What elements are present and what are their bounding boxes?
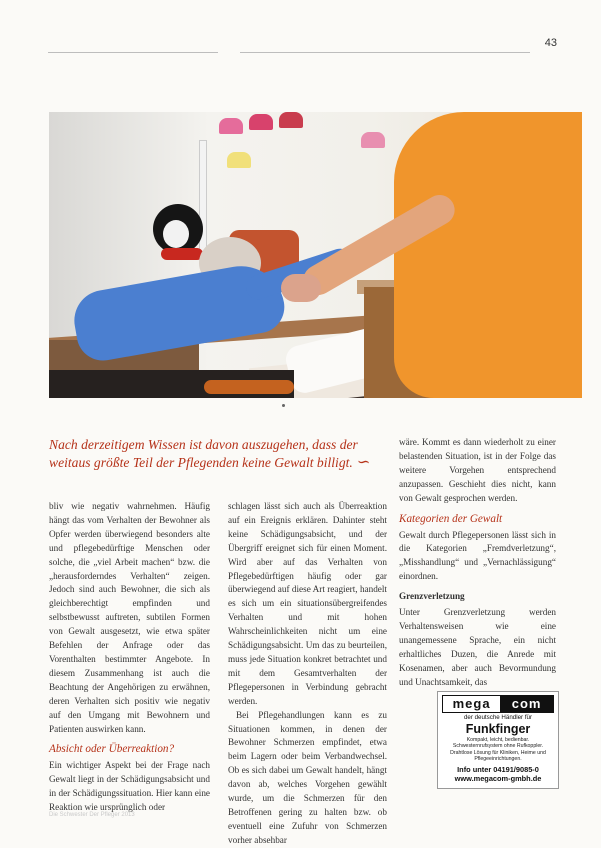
- page-number: 43: [544, 37, 557, 49]
- photo-caption-dot: [282, 404, 285, 407]
- column1-paragraph-2: Ein wichtiger Aspekt bei der Frage nach Gewalt liegt in der Schädigungsabsicht und in der Schädigungssituation. Hier kann eine Reaktion wie ursprünglich oder: [49, 760, 210, 813]
- article-column-2: [228, 500, 387, 848]
- header-rule-left: [48, 52, 218, 53]
- column3-paragraph-2: Gewalt durch Pflegepersonen lässt sich in die Kategorien „Fremdverletzung“, „Misshandlung“ und „Vernachlässigung“ einordnen.: [399, 529, 556, 582]
- megacom-advertisement[interactable]: [437, 691, 559, 789]
- ad-website-link[interactable]: www.megacom-gmbh.de: [454, 773, 542, 783]
- article-column-1: [49, 500, 210, 815]
- column3-paragraph-3: Unter Grenzverletzung werden Verhaltensweisen wie eine unangemessene Sprache, ein nicht erhaltliches Duzen, die Anrede mit Kosenamen, aber auch Bevormundung und Unachtsamkeit, das: [399, 607, 556, 687]
- article-column-3: [399, 436, 556, 690]
- ad-product-name: Funkfinger: [465, 722, 531, 736]
- footer-text: Die Schwester Der Pfleger 2013: [49, 812, 135, 818]
- ad-tagline: der deutsche Händler für: [463, 714, 533, 721]
- section-heading-absicht: Absicht oder Überreaktion?: [49, 743, 175, 756]
- header-rule-right: [240, 52, 530, 53]
- column2-paragraph-1: schlagen lässt sich auch als Überreaktion auf ein Ereignis erklären. Dahinter steht keine Schädigungsabsicht, und der Übergriff ereignet sich für einen Moment. Wird aber auf das Verhalten von Pflegebedürftigen häufig oder gar überwiegend auf diese Art reagiert, handelt es sich um ein situationsübergreifendes Verhalten und mit hohen Wahrscheinlichkeiten nicht um eine Schädigungsabsicht. Um das zu beurteilen, muss jede Situation konkret betrachtet und mit dem Gesamtverhalten der Pflegepersonen in Verbindung gebracht werden.: [228, 501, 387, 706]
- logo-part-com: com: [500, 696, 553, 712]
- column3-paragraph-1: wäre. Kommt es dann wiederholt zu einer belastenden Situation, ist in der Folge das weitere Vorgehen entsprechend anzupassen. Geschieht dies nicht, kann von Gewalt gesprochen werden.: [399, 437, 556, 503]
- pull-quote-text: Nach derzeitigem Wissen ist davon auszugehen, dass der weitaus größte Teil der Pflegenden keine Gewalt billigt.: [49, 437, 358, 470]
- section-heading-kategorien: Kategorien der Gewalt: [399, 512, 503, 525]
- megacom-logo: [442, 695, 554, 713]
- logo-part-mega: mega: [443, 696, 500, 712]
- subheading-grenzverletzung: Grenzverletzung: [399, 591, 465, 602]
- swash-ornament-icon: ∽: [356, 454, 371, 471]
- article-photo: [49, 112, 582, 398]
- ad-phone: Info unter 04191/9085-0: [457, 764, 539, 774]
- pull-quote: [49, 436, 394, 472]
- column2-paragraph-2: Bei Pflegehandlungen kann es zu Situationen kommen, in denen der Bewohner Schmerzen empfindet, etwa beim Lagern oder beim Verbandwechsel. Ob es sich dabei um Gewalt handelt, hängt davon ab, welches Vorgehen gewählt wurde, um die Schmerzen für den Betroffenen gering zu halten bzw. ob eventuell eine Zufuhr von Schmerzen vorher absehbar: [228, 709, 387, 845]
- column1-paragraph-1: bliv wie negativ wahrnehmen. Häufig hängt das vom Verhalten der Bewohner als Opfer werden überwiegend besonders alte und pflegebedürftige Menschen oder solche, die „viel Arbeit machen“ bzw. die „herausforderndes Verhalten“ zeigen. Jedoch sind auch Bewohner, die sich als gleichberechtigt empfinden und selbstbewusst auftreten, subtilen Formen von Gewalt ausgesetzt, wie etwa später Befehlen der Anfrage oder das Vorenthalten bestimmter Angebote. In diesem Zusammenhang ist auch die Beachtung der Angehörigen zu erwähnen, deren Verhalten sich positiv wie negativ auf den Umgang mit Bewohnern und Patienten auswirken kann.: [49, 501, 210, 734]
- ad-description: Kompakt, leicht, bedienbar. Schwesternrufsystem ohne Rufkoppler. Drahtlose Lösung für Kliniken, Heime und Pflegeeinrichtungen.: [450, 737, 546, 763]
